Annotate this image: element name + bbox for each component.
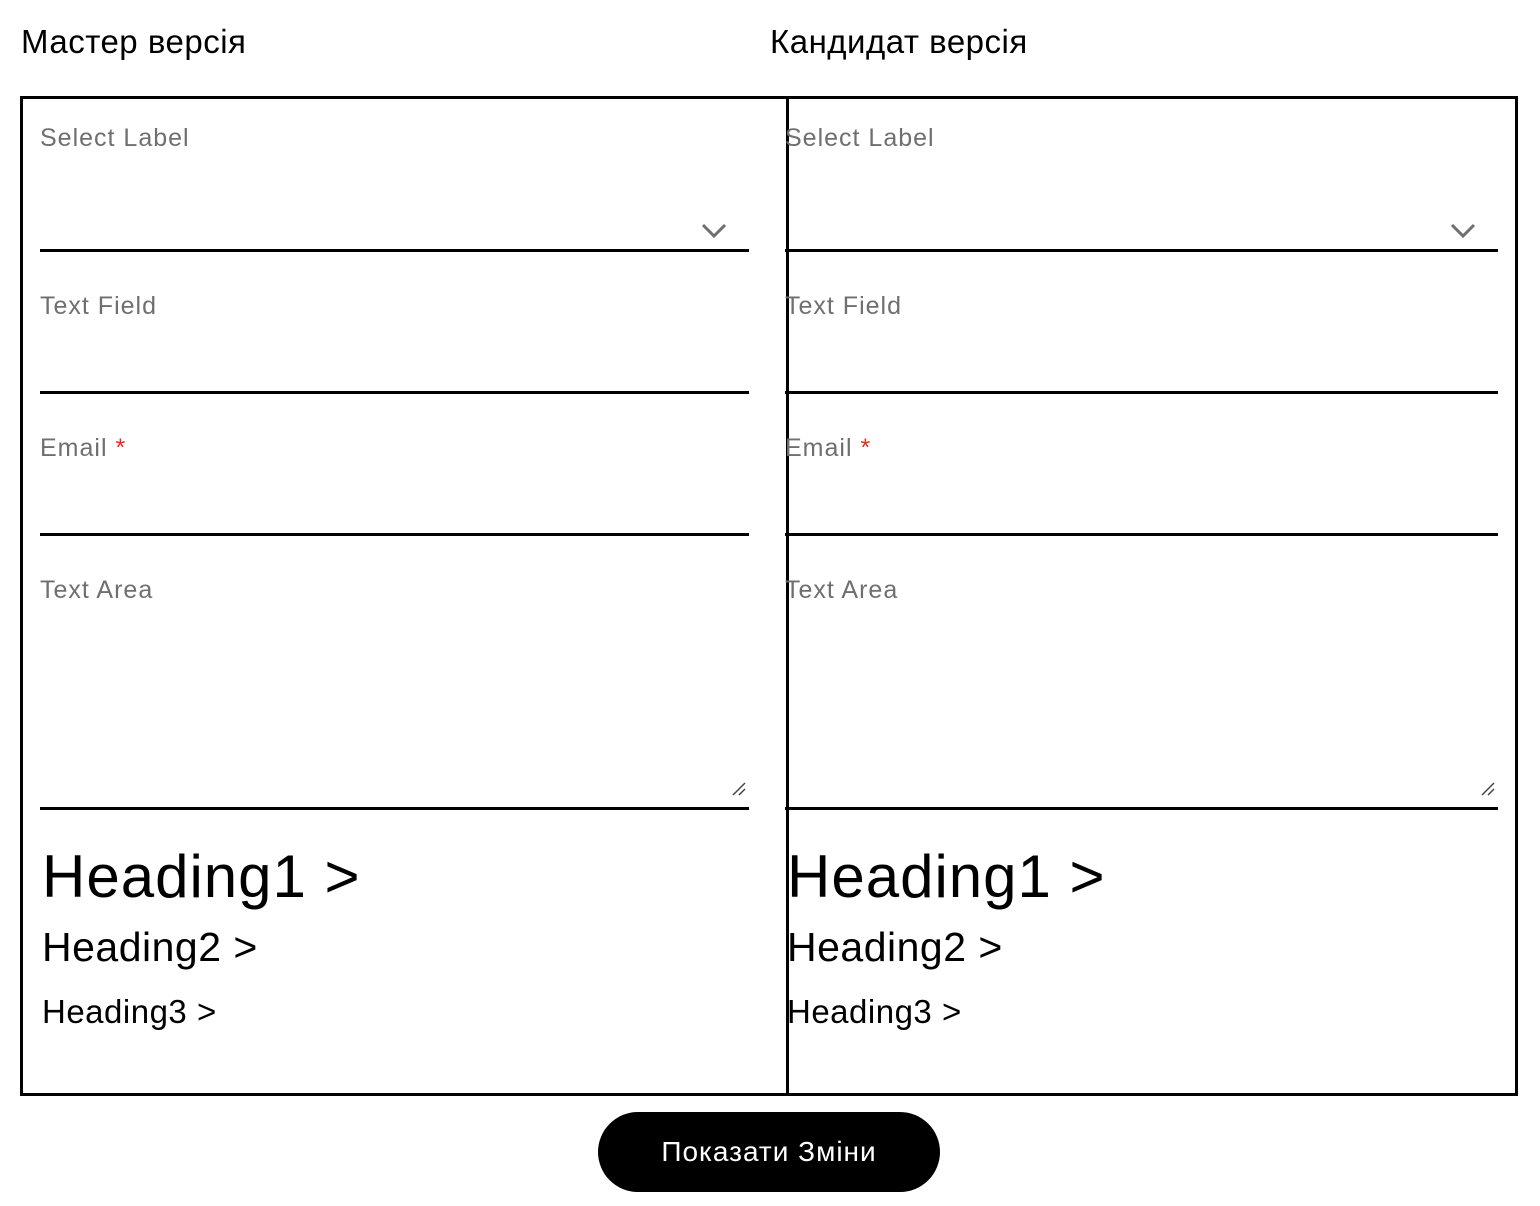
candidate-pane xyxy=(785,99,1498,1093)
email-label-text: Email xyxy=(40,434,108,462)
master-text-area[interactable] xyxy=(40,575,749,810)
master-version-title: Мастер версія xyxy=(21,23,247,60)
heading-1-link[interactable]: Heading1 > xyxy=(42,843,361,910)
heading-2-link[interactable]: Heading2 > xyxy=(787,924,1003,970)
chevron-down-icon[interactable] xyxy=(1450,223,1476,239)
master-email-field[interactable] xyxy=(40,433,749,536)
email-label-text: Email xyxy=(785,434,853,462)
email-label xyxy=(785,433,871,463)
resize-handle-icon[interactable] xyxy=(1480,781,1496,797)
candidate-text-area[interactable] xyxy=(785,575,1498,810)
candidate-version-title: Кандидат версія xyxy=(770,23,1028,60)
heading-3-link[interactable]: Heading3 > xyxy=(42,993,217,1030)
required-marker: * xyxy=(115,434,127,462)
comparison-frame xyxy=(20,96,1518,1096)
resize-handle-icon[interactable] xyxy=(731,781,747,797)
text-area-label: Text Area xyxy=(40,576,154,604)
select-label: Select Label xyxy=(785,124,935,152)
master-text-field[interactable] xyxy=(40,291,749,394)
master-pane xyxy=(40,99,749,1093)
chevron-down-icon[interactable] xyxy=(701,223,727,239)
candidate-email-field[interactable] xyxy=(785,433,1498,536)
text-field-label: Text Field xyxy=(40,292,157,320)
candidate-select-field[interactable] xyxy=(785,123,1498,252)
email-label xyxy=(40,433,126,463)
heading-2-link[interactable]: Heading2 > xyxy=(42,924,258,970)
master-select-field[interactable] xyxy=(40,123,749,252)
required-marker: * xyxy=(860,434,872,462)
show-changes-button[interactable]: Показати Зміни xyxy=(598,1112,940,1192)
heading-1-link[interactable]: Heading1 > xyxy=(787,843,1106,910)
heading-3-link[interactable]: Heading3 > xyxy=(787,993,962,1030)
candidate-text-field[interactable] xyxy=(785,291,1498,394)
select-label: Select Label xyxy=(40,124,190,152)
text-area-label: Text Area xyxy=(785,576,899,604)
text-field-label: Text Field xyxy=(785,292,902,320)
